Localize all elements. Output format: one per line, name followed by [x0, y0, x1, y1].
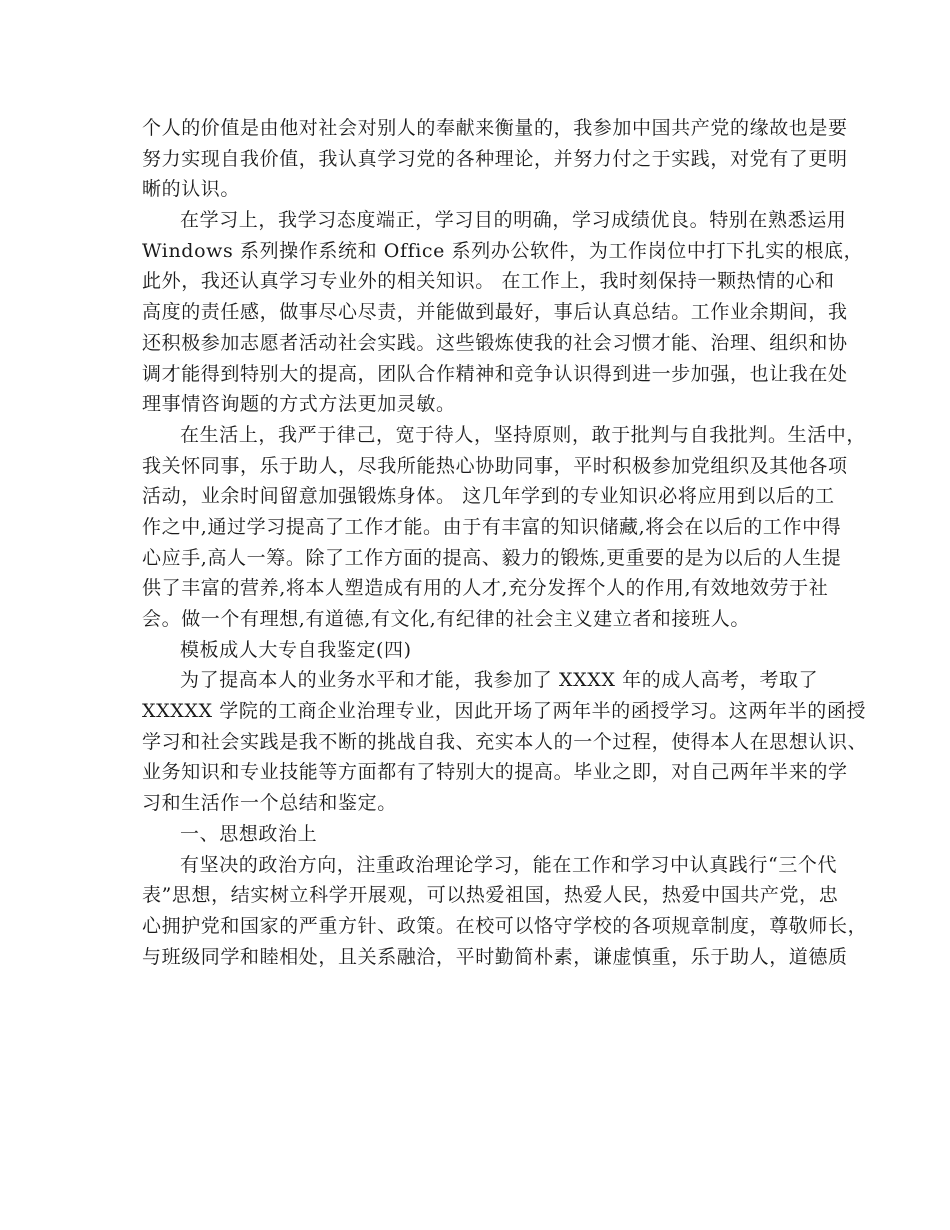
text-line: Windows 系列操作系统和 Office 系列办公软件，为工作岗位中打下扎实的根底，	[142, 239, 864, 262]
document-body	[142, 113, 868, 972]
text-line: 表”思想，结实树立科学开展观，可以热爱祖国，热爱人民，热爱中国共产党，忠	[142, 884, 839, 907]
text-line: 高度的责任感，做事尽心尽责，并能做到最好，事后认真总结。工作业余期间，我	[142, 301, 848, 324]
text-line: 供了丰富的营养,将本人塑造成有用的人才,充分发挥个人的作用,有效地效劳于社	[142, 577, 829, 600]
text-line: 有坚决的政治方向，注重政治理论学习，能在工作和学习中认真践行“三个代	[180, 853, 838, 876]
text-line: 晰的认识。	[142, 178, 241, 201]
text-line: 心应手,高人一筹。除了工作方面的提高、毅力的锻炼,更重要的是为以后的人生提	[142, 546, 842, 569]
text-line: XXXXX 学院的工商企业治理专业，因此开场了两年半的函授学习。这两年半的函授	[142, 700, 867, 723]
text-line: 模板成人大专自我鉴定(四)	[180, 638, 412, 661]
text-line: 个人的价值是由他对社会对别人的奉献来衡量的，我参加中国共产党的缘故也是要	[142, 117, 848, 139]
text-line: 学习和社会实践是我不断的挑战自我、充实本人的一个过程，使得本人在思想认识、	[142, 730, 868, 753]
text-line: 努力实现自我价值，我认真学习党的各种理论，并努力付之于实践，对党有了更明	[142, 147, 848, 170]
text-line: 业务知识和专业技能等方面都有了特别大的提高。毕业之即，对自己两年半来的学	[142, 761, 848, 784]
text-line: 我关怀同事，乐于助人，尽我所能热心协助同事，平时积极参加党组织及其他各项	[142, 454, 848, 477]
text-line: 还积极参加志愿者活动社会实践。这些锻炼使我的社会习惯才能、治理、组织和协	[142, 331, 848, 354]
text-line: 理事情咨询题的方式方法更加灵敏。	[142, 393, 456, 416]
text-line: 心拥护党和国家的严重方针、政策。在校可以恪守学校的各项规章制度，尊敬师长，	[142, 914, 868, 937]
text-line: 一、思想政治上	[180, 822, 318, 845]
text-line: 在生活上，我严于律己，宽于待人，坚持原则，敢于批判与自我批判。生活中，	[180, 423, 867, 446]
text-line: 调才能得到特别大的提高，团队合作精神和竞争认识得到进一步加强，也让我在处	[142, 362, 848, 385]
text-line: 活动，业余时间留意加强锻炼身体。 这几年学到的专业知识必将应用到以后的工	[142, 485, 835, 508]
text-line: 此外，我还认真学习专业外的相关知识。 在工作上，我时刻保持一颗热情的心和	[142, 270, 835, 293]
text-line: 为了提高本人的业务水平和才能，我参加了 XXXX 年的成人高考，考取了	[180, 669, 819, 692]
text-line: 与班级同学和睦相处，且关系融洽，平时勤简朴素，谦虚慎重，乐于助人，道德质	[142, 945, 848, 968]
text-line: 作之中,通过学习提高了工作才能。由于有丰富的知识储藏,将会在以后的工作中得	[142, 515, 842, 538]
text-line: 会。做一个有理想,有道德,有文化,有纪律的社会主义建立者和接班人。	[142, 608, 750, 630]
text-line: 在学习上，我学习态度端正，学习目的明确，学习成绩优良。特别在熟悉运用	[180, 209, 847, 232]
text-line: 习和生活作一个总结和鉴定。	[142, 792, 397, 815]
